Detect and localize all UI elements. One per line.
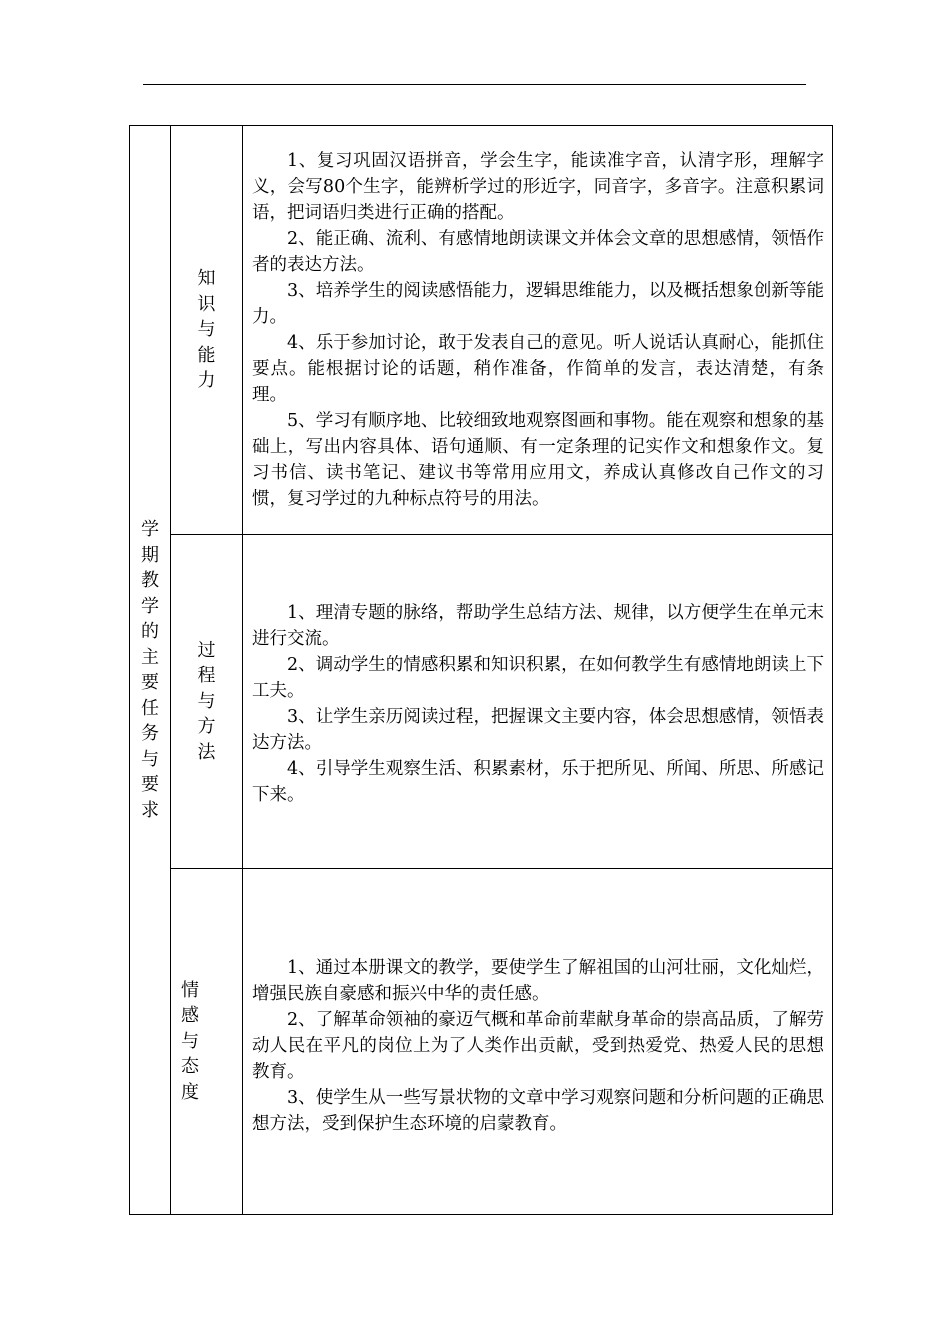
main-label: 学 期 教 学 的 主 要 任 务 与 要 求 [141,519,159,821]
section-label-cell-process [171,535,243,869]
list-item: 1、理清专题的脉络，帮助学生总结方法、规律，以方便学生在单元末进行交流。 [252,602,824,649]
table-row-knowledge [130,126,833,535]
list-item: 4、引导学生观察生活、积累素材，乐于把所见、所闻、所思、所感记下来。 [252,758,824,805]
table-row-process [130,535,833,869]
section-label-cell-attitude [171,869,243,1215]
list-item: 2、调动学生的情感积累和知识积累，在如何教学生有感情地朗读上下工夫。 [252,654,824,701]
teaching-plan-table [129,125,833,1215]
list-item: 3、让学生亲历阅读过程，把握课文主要内容，体会思想感情，领悟表达方法。 [252,706,824,753]
section-label-knowledge: 知 识 与 能 力 [197,268,216,392]
list-item: 1、复习巩固汉语拼音，学会生字，能读准字音，认清字形，理解字义，会写80个生字，能辨析学过的形近字，同音字，多音字。注意积累词语，把词语归类进行正确的搭配。 [252,151,824,223]
list-item: 5、学习有顺序地、比较细致地观察图画和事物。能在观察和想象的基础上，写出内容具体、语句通顺、有一定条理的记实作文和想象作文。复习书信、读书笔记、建议书等常用应用文，养成认真修改自己作文的习惯，复习学过的九种标点符号的用法。 [252,411,824,509]
section-label-cell-knowledge [171,126,243,535]
list-item: 4、乐于参加讨论，敢于发表自己的意见。听人说话认真耐心，能抓住要点。能根据讨论的话题，稍作准备，作简单的发言，表达清楚，有条理。 [252,333,824,405]
main-label-cell [130,126,171,1215]
list-item: 3、培养学生的阅读感悟能力，逻辑思维能力，以及概括想象创新等能力。 [252,281,824,327]
table-row-attitude [130,869,833,1215]
list-item: 2、能正确、流利、有感情地朗读课文并体会文章的思想感情，领悟作者的表达方法。 [252,229,824,275]
list-item: 3、使学生从一些写景状物的文章中学习观察问题和分析问题的正确思想方法，受到保护生态环境的启蒙教育。 [252,1087,824,1134]
section-content-knowledge [243,126,833,535]
header-rule [143,84,806,85]
list-item: 2、了解革命领袖的豪迈气概和革命前辈献身革命的崇高品质，了解劳动人民在平凡的岗位上为了人类作出贡献，受到热爱党、热爱人民的思想教育。 [252,1009,824,1082]
section-label-process: 过 程 与 方 法 [197,639,216,763]
section-content-attitude [243,869,833,1215]
list-item: 1、通过本册课文的教学，要使学生了解祖国的山河壮丽，文化灿烂，增强民族自豪感和振兴中华的责任感。 [252,957,824,1004]
section-content-process [243,535,833,869]
section-label-attitude: 情 感 与 态 度 [181,979,199,1103]
